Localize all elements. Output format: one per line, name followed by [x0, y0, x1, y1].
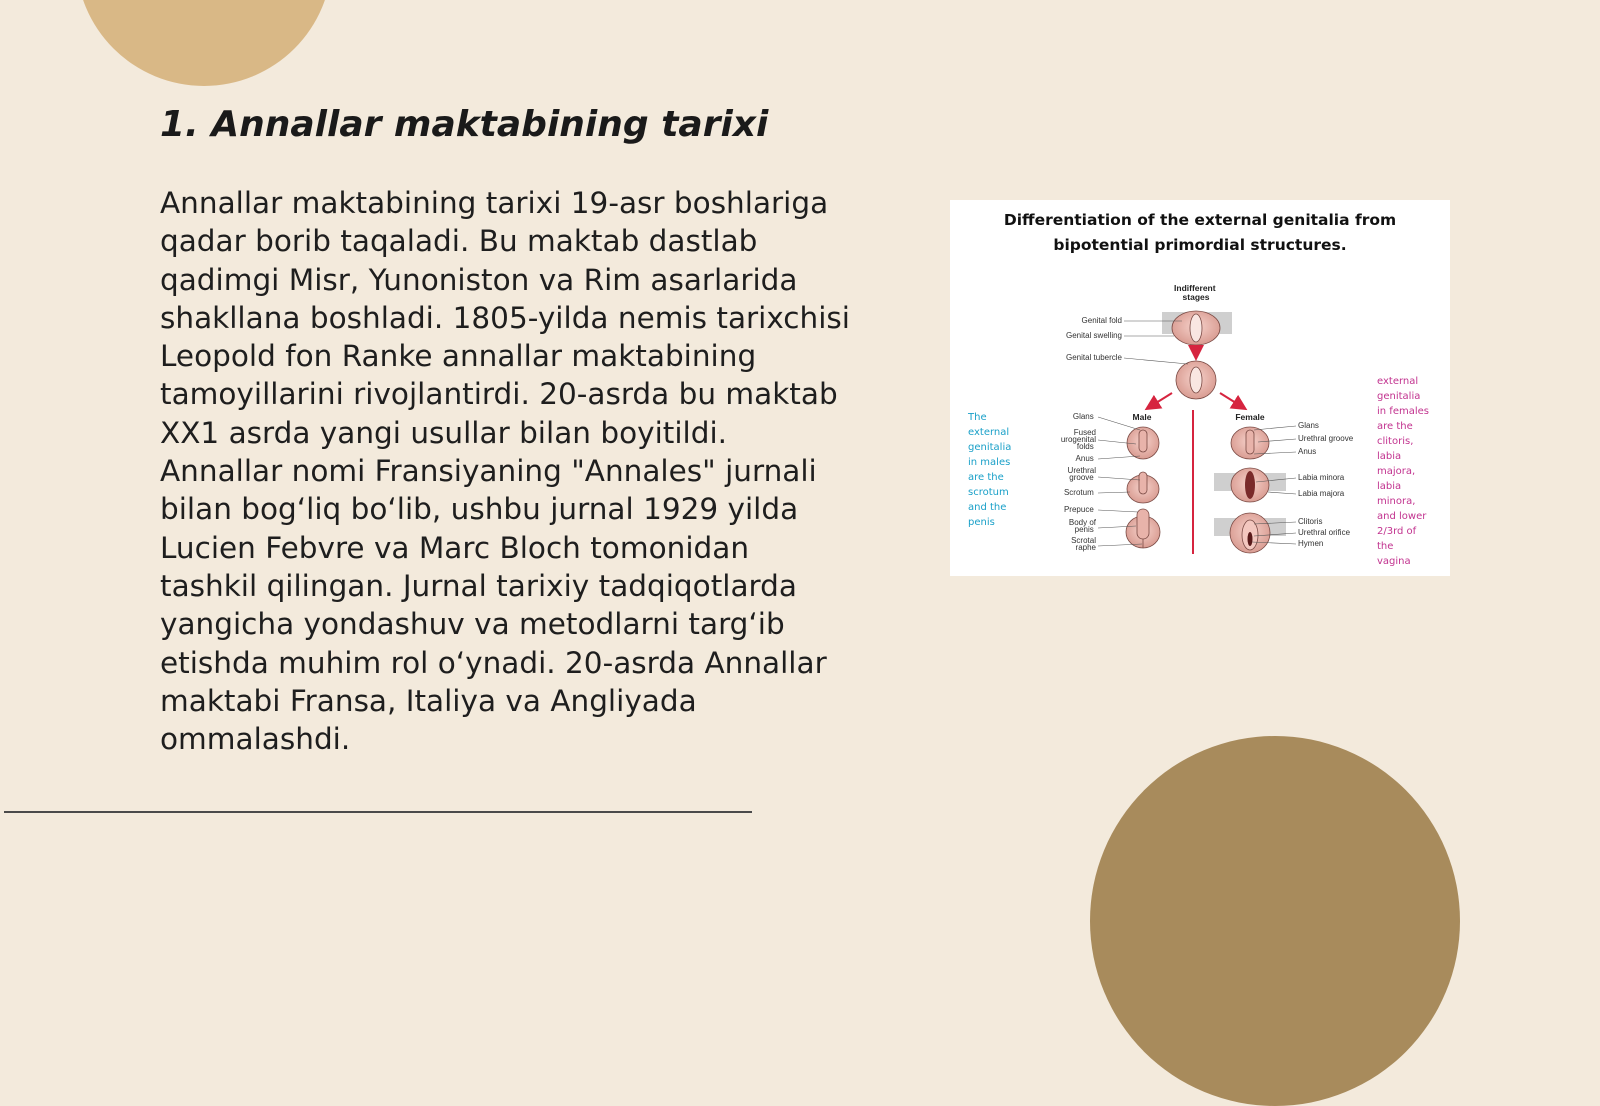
slide-title: 1. Annallar maktabining tarixi — [160, 104, 769, 145]
female-labels: Glans Urethral groove Anus Labia minora Labia majora Clitoris Urethral orifice Hymen — [1298, 421, 1354, 548]
male-note-text: The external genitalia in males are the scrotum and the penis — [968, 412, 1012, 528]
slide-body-text: Annallar maktabining tarixi 19-asr boshlariga qadar borib taqaladi. Bu maktab dastlab qadimgi Misr, Yunoniston va Rim asarlarida shakllana boshladi. 1805-yilda nemis tarixchisi Leopold fon Ranke annallar maktabining tamoyillarini rivojlantirdi. 20-asrda bu maktab XX1 asrda yangi usullar bilan boyitildi. Annallar nomi Fransiyaning "Annales" jurnali bilan bog‘liq bo‘lib, ushbu jurnal 1929 yilda Lucien Febvre va Marc Bloch tomonidan tashkil qilingan. Jurnal tarixiy tadqiqotlarda yangicha yondashuv va metodlarni targ‘ib etishda muhim rol o‘ynadi. 20-asrda Annallar maktabi Fransa, Italiya va Angliyada ommalashdi. — [160, 186, 850, 757]
arrow-to-male — [1148, 393, 1172, 408]
male-heading: Male — [1132, 412, 1152, 422]
decorative-circle-top — [76, 0, 332, 86]
label-genital-swelling: Genital swelling — [1065, 331, 1122, 340]
genital-tubercle-shape — [1190, 367, 1202, 393]
label-genital-fold: Genital fold — [1081, 316, 1122, 325]
arrow-to-female — [1220, 393, 1244, 408]
decorative-circle-bottom — [1090, 736, 1460, 1106]
leader-genital-tubercle — [1124, 358, 1188, 364]
label-genital-tubercle: Genital tubercle — [1065, 353, 1122, 362]
genitalia-diagram-image — [950, 200, 1450, 576]
female-stages — [1214, 427, 1286, 553]
female-note-text: external genitalia in females are the clitoris, labia majora, labia minora, and lower 2/3rd of the vagina — [1377, 376, 1429, 567]
female-heading: Female — [1235, 412, 1265, 422]
diagram-drawing — [950, 200, 1450, 576]
male-stages — [1126, 427, 1160, 548]
genital-fold-shape — [1190, 314, 1202, 342]
male-labels: Glans Fused urogenital folds Anus Urethral groove Scrotum Prepuce Body of penis Scrotal raphe — [1060, 412, 1096, 552]
figure-title: Differentiation of the external genitalia from bipotential primordial structures. — [1003, 211, 1397, 254]
indifferent-heading-1: Indifferent — [1174, 283, 1216, 293]
indifferent-heading — [1174, 283, 1218, 302]
indifferent-heading-2: stages — [1182, 292, 1210, 302]
divider-line — [4, 811, 752, 813]
